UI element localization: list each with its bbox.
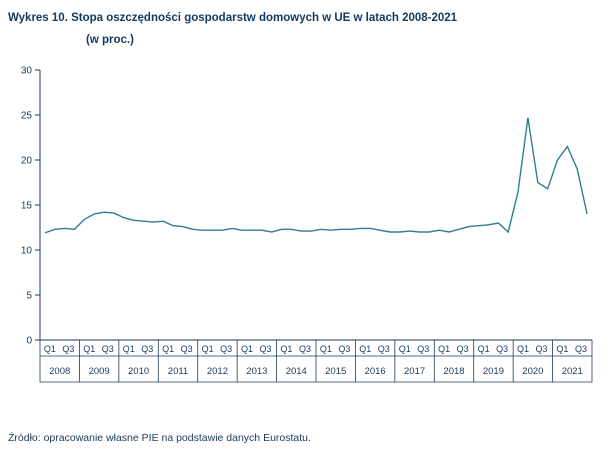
svg-text:Q1: Q1 bbox=[122, 344, 135, 354]
svg-text:Q3: Q3 bbox=[456, 344, 469, 354]
svg-text:Q1: Q1 bbox=[398, 344, 411, 354]
title-line-2: (w proc.) bbox=[86, 33, 134, 46]
svg-text:Q3: Q3 bbox=[535, 344, 548, 354]
svg-text:10: 10 bbox=[20, 245, 32, 257]
svg-text:Q3: Q3 bbox=[62, 344, 75, 354]
svg-text:Q1: Q1 bbox=[556, 344, 569, 354]
svg-text:Q1: Q1 bbox=[280, 344, 293, 354]
svg-text:Q1: Q1 bbox=[162, 344, 175, 354]
svg-text:Q3: Q3 bbox=[141, 344, 154, 354]
svg-text:Q3: Q3 bbox=[574, 344, 587, 354]
svg-text:15: 15 bbox=[20, 200, 32, 212]
svg-text:2014: 2014 bbox=[285, 366, 307, 377]
svg-text:2021: 2021 bbox=[561, 366, 583, 377]
svg-text:Q1: Q1 bbox=[438, 344, 451, 354]
svg-text:2013: 2013 bbox=[246, 366, 268, 377]
svg-text:Q1: Q1 bbox=[516, 344, 530, 354]
svg-text:2015: 2015 bbox=[325, 366, 347, 377]
svg-text:2020: 2020 bbox=[522, 366, 544, 377]
svg-text:2017: 2017 bbox=[404, 366, 426, 377]
svg-text:Q3: Q3 bbox=[220, 344, 233, 354]
svg-text:2012: 2012 bbox=[206, 366, 228, 377]
chart-plot-area bbox=[0, 58, 608, 408]
svg-text:2018: 2018 bbox=[443, 366, 465, 377]
svg-text:5: 5 bbox=[26, 290, 32, 302]
svg-text:2016: 2016 bbox=[364, 366, 386, 377]
svg-text:2010: 2010 bbox=[128, 366, 150, 377]
svg-text:Q3: Q3 bbox=[101, 344, 114, 354]
svg-text:Q1: Q1 bbox=[201, 344, 214, 354]
svg-text:Q1: Q1 bbox=[477, 344, 490, 354]
svg-text:30: 30 bbox=[20, 65, 32, 77]
line-chart bbox=[0, 58, 608, 408]
svg-text:20: 20 bbox=[20, 155, 32, 167]
svg-text:Q1: Q1 bbox=[83, 344, 96, 354]
page-title bbox=[8, 8, 568, 52]
svg-text:Q3: Q3 bbox=[180, 344, 193, 354]
svg-text:Q3: Q3 bbox=[417, 344, 430, 354]
svg-text:Q1: Q1 bbox=[240, 344, 254, 354]
svg-text:Q1: Q1 bbox=[319, 344, 332, 354]
svg-text:25: 25 bbox=[20, 110, 32, 122]
svg-text:Q1: Q1 bbox=[359, 344, 372, 354]
svg-text:Q3: Q3 bbox=[298, 344, 311, 354]
title-line-1: Wykres 10. Stopa oszczędności gospodarstw domowych w UE w latach 2008-2021 bbox=[8, 12, 458, 24]
svg-text:2019: 2019 bbox=[482, 366, 504, 377]
svg-text:Q1: Q1 bbox=[43, 344, 56, 354]
source-note: Źródło: opracowanie własne PIE na podstawie danych Eurostatu. bbox=[8, 432, 311, 444]
svg-text:0: 0 bbox=[26, 335, 32, 347]
svg-text:Q3: Q3 bbox=[496, 344, 509, 354]
svg-text:2009: 2009 bbox=[88, 366, 110, 377]
svg-text:Q3: Q3 bbox=[259, 344, 272, 354]
svg-text:2011: 2011 bbox=[167, 366, 189, 377]
svg-text:Q3: Q3 bbox=[338, 344, 351, 354]
svg-text:2008: 2008 bbox=[49, 366, 71, 377]
svg-text:Q3: Q3 bbox=[377, 344, 390, 354]
